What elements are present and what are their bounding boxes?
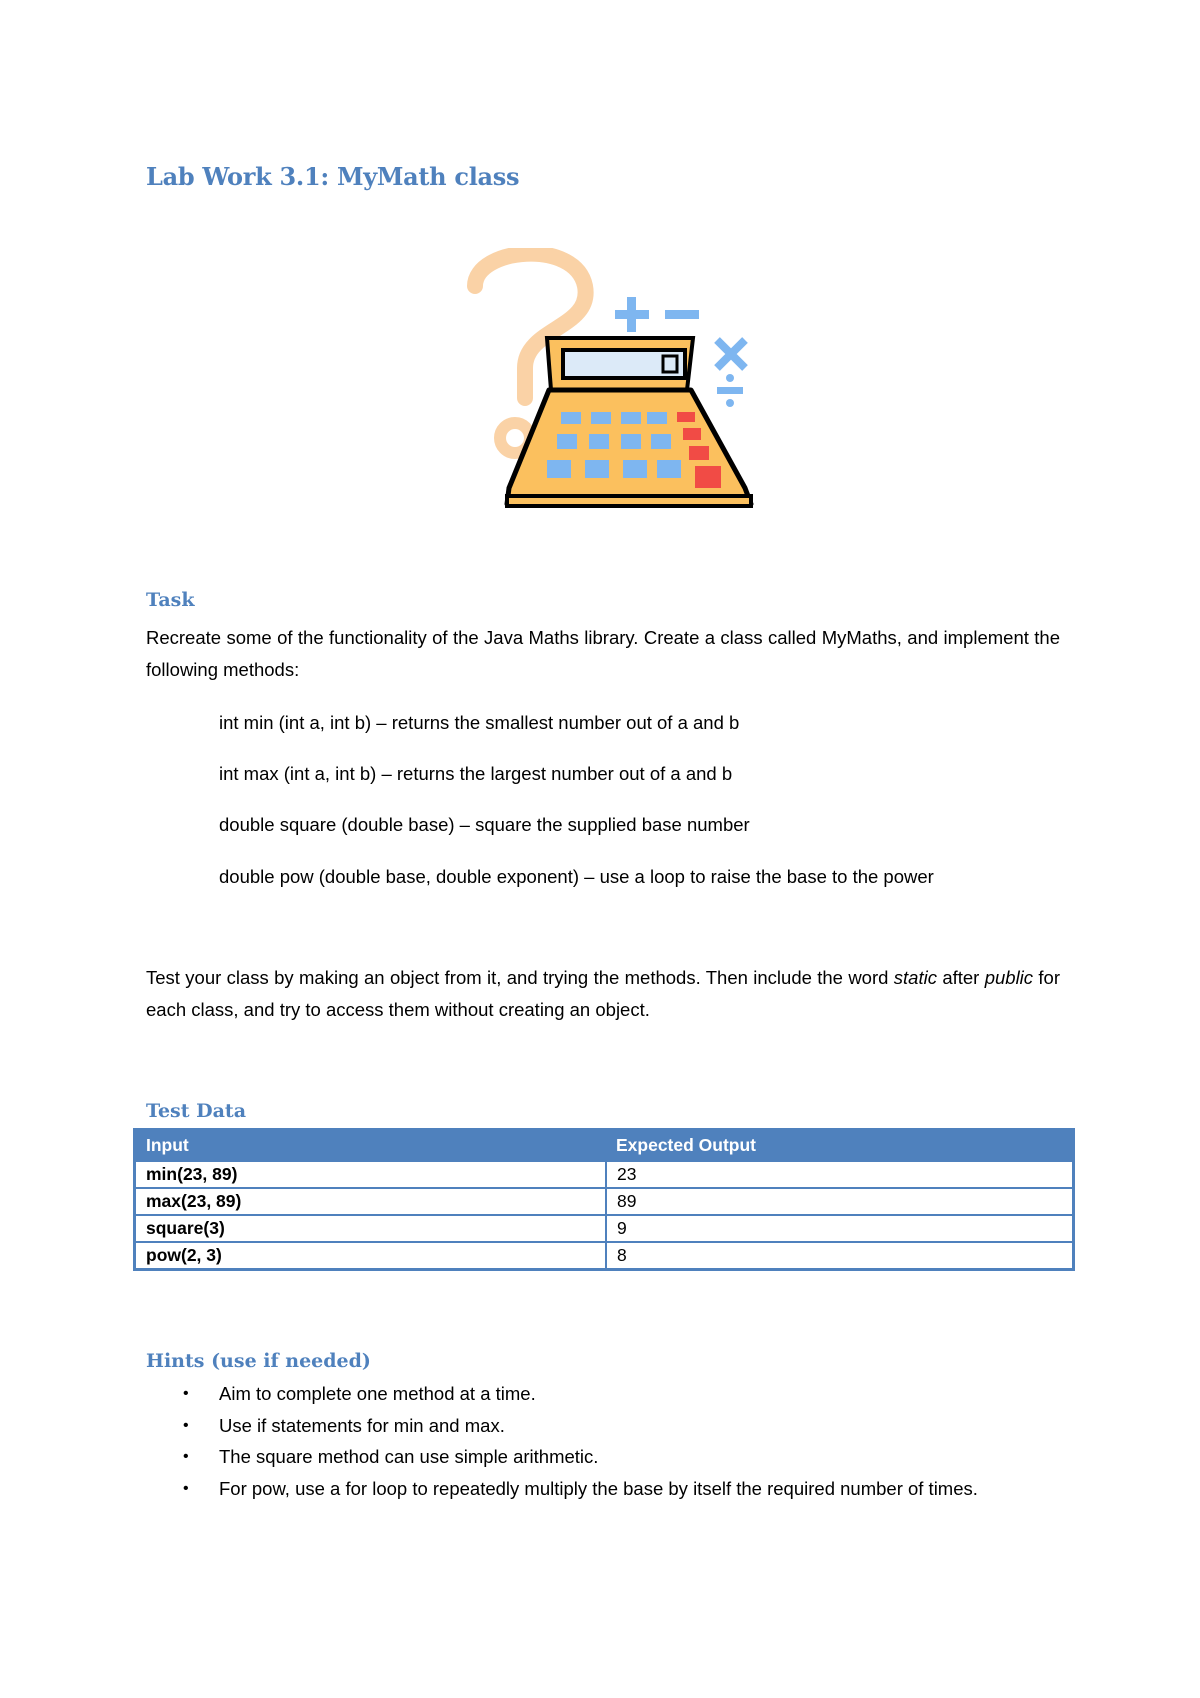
column-header-input: Input	[135, 1130, 607, 1162]
hints-list	[146, 1378, 1060, 1504]
calculator-icon	[455, 248, 755, 528]
bullet-icon: •	[183, 1479, 189, 1497]
method-pow: double pow (double base, double exponent) – use a loop to raise the base to the power	[219, 866, 934, 887]
cell-input: pow(2, 3)	[135, 1242, 607, 1270]
cell-output: 23	[606, 1161, 1074, 1188]
cell-input: square(3)	[135, 1215, 607, 1242]
table-row	[135, 1242, 1074, 1270]
task-heading: Task	[146, 589, 195, 611]
test-data-heading: Test Data	[146, 1100, 247, 1122]
static-word: static	[893, 967, 937, 988]
cell-output: 8	[606, 1242, 1074, 1270]
test-data-table	[133, 1128, 1075, 1271]
cell-output: 9	[606, 1215, 1074, 1242]
public-word: public	[984, 967, 1034, 988]
table-row	[135, 1215, 1074, 1242]
method-square: double square (double base) – square the supplied base number	[219, 814, 750, 835]
column-header-expected-output: Expected Output	[606, 1130, 1074, 1162]
cell-output: 89	[606, 1188, 1074, 1215]
test-instructions: Test your class by making an object from it, and trying the methods. Then include the word static after public for each class, and try to access them without creating an object.	[146, 967, 1060, 1020]
page-title: Lab Work 3.1: MyMath class	[146, 162, 520, 191]
hints-heading: Hints (use if needed)	[146, 1350, 371, 1372]
cell-input: min(23, 89)	[135, 1161, 607, 1188]
table-row	[135, 1188, 1074, 1215]
bullet-icon: •	[183, 1448, 189, 1465]
list-item: • Aim to complete one method at a time.	[146, 1378, 1060, 1410]
list-item: • Use if statements for min and max.	[146, 1410, 1060, 1442]
bullet-icon: •	[183, 1385, 189, 1402]
cell-input: max(23, 89)	[135, 1188, 607, 1215]
task-intro: Recreate some of the functionality of the Java Maths library. Create a class called MyMaths, and implement the following methods:	[146, 627, 1060, 680]
list-item: • For pow, use a for loop to repeatedly multiply the base by itself the required number of times.	[146, 1473, 1060, 1505]
method-max: int max (int a, int b) – returns the largest number out of a and b	[219, 763, 733, 784]
table-header-row	[135, 1130, 1074, 1162]
method-min: int min (int a, int b) – returns the smallest number out of a and b	[219, 712, 740, 733]
bullet-icon: •	[183, 1416, 189, 1434]
table-row	[135, 1161, 1074, 1188]
list-item: • The square method can use simple arithmetic.	[146, 1441, 1060, 1473]
